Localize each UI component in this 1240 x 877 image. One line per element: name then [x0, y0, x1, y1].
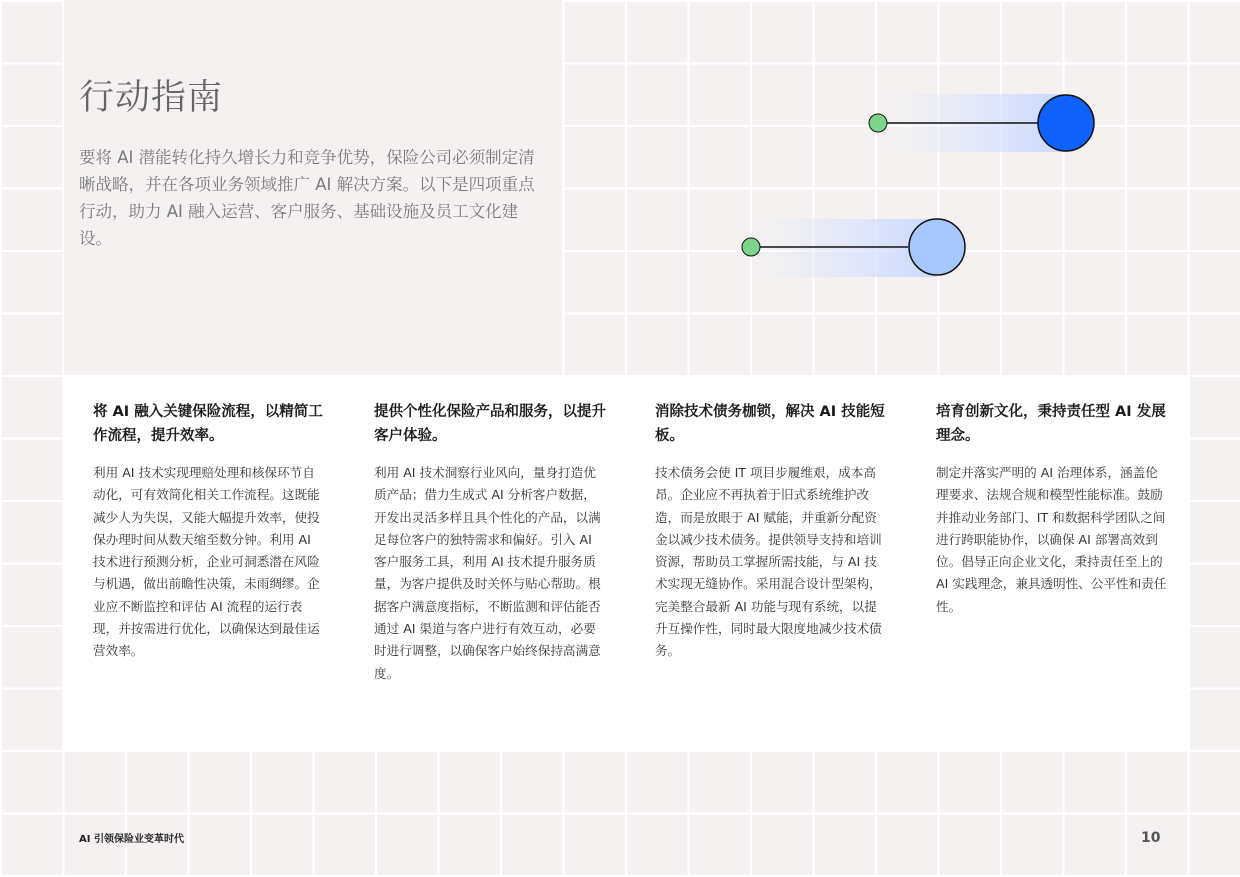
footer-title: AI 引领保险业变革时代: [79, 834, 184, 845]
action-heading: 培育创新文化，秉持责任型 AI 发展理念。: [936, 404, 1166, 444]
action-body: 制定并落实严明的 AI 治理体系，涵盖伦理要求、法规合规和模型性能标准。鼓励并推动业务部门、IT 和数据科学团队之间进行跨职能协作，以确保 AI 部署高效到位。倡导正向企业文化，秉持责任至上的 AI 实践理念，兼具透明性、公平性和责任性。: [936, 465, 1167, 614]
action-column-1: [93, 400, 325, 663]
page-number: 10: [1141, 830, 1161, 846]
action-column-3: [655, 400, 887, 663]
action-body: 技术债务会使 IT 项目步履维艰，成本高昂。企业应不再执着于旧式系统维护改造，而是放眼于 AI 赋能，并重新分配资金以减少技术债务。提供领导支持和培训资源，帮助员工掌握所需技能，与 AI 技术实现无缝协作。采用混合设计型架构，完美整合最新 AI 功能与现有系统，以提升互操作性，同时最大限度地减少技术债务。: [655, 465, 882, 659]
action-heading: 消除技术债务枷锁，解决 AI 技能短板。: [655, 404, 885, 444]
page-title: 行动指南: [79, 78, 224, 118]
connector-top: [869, 94, 1094, 152]
decorative-graphic: [560, 60, 1200, 320]
action-heading: 将 AI 融入关键保险流程，以精简工作流程，提升效率。: [93, 404, 323, 444]
green-dot-top: [869, 114, 887, 132]
connector-bottom: [742, 219, 965, 277]
blue-circle-dark: [1038, 95, 1094, 151]
intro-paragraph: 要将 AI 潜能转化持久增长力和竞争优势，保险公司必须制定清晰战略，并在各项业务领域推广 AI 解决方案。以下是四项重点行动，助力 AI 融入运营、客户服务、基础设施及员工文化建设。: [79, 148, 535, 248]
action-body: 利用 AI 技术实现理赔处理和核保环节自动化，可有效简化相关工作流程。这既能减少人为失误，又能大幅提升效率，使投保办理时间从数天缩至数分钟。利用 AI 技术进行预测分析，企业可洞悉潜在风险与机遇，做出前瞻性决策，未雨绸缪。企业应不断监控和评估 AI 流程的运行表现，并按需进行优化，以确保达到最佳运营效率。: [93, 465, 320, 659]
action-column-4: [936, 400, 1168, 618]
action-heading: 提供个性化保险产品和服务，以提升客户体验。: [374, 404, 606, 444]
action-column-2: [374, 400, 606, 685]
green-dot-bottom: [742, 238, 760, 256]
action-body: 利用 AI 技术洞察行业风向，量身打造优质产品；借力生成式 AI 分析客户数据，开发出灵活多样且具个性化的产品，以满足每位客户的独特需求和偏好。引入 AI 客户服务工具，利用 AI 技术提升服务质量，为客户提供及时关怀与贴心帮助。根据客户满意度指标，不断监测和评估能否通过 AI 渠道与客户进行有效互动，必要时进行调整，以确保客户始终保持高满意度。: [374, 465, 601, 681]
blue-circle-light: [909, 219, 965, 275]
